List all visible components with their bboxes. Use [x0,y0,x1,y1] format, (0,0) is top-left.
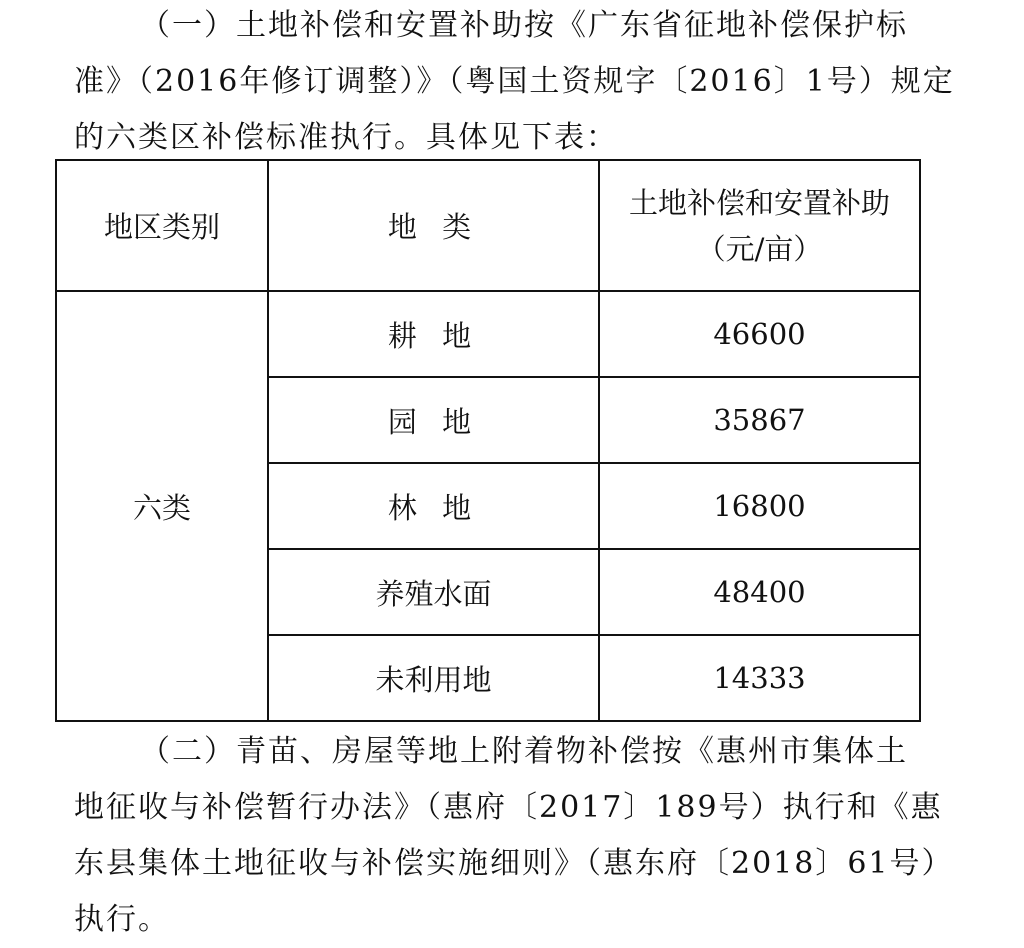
attachment-paragraph [74,724,954,948]
header-region-category: 地区类别 [56,160,268,291]
land-type-cell: 林 地 [268,463,599,549]
attachment-line-1: （二）青苗、房屋等地上附着物补偿按《惠州市集体土 [140,734,908,769]
intro-paragraph [74,0,955,166]
amount-cell: 46600 [599,291,920,377]
intro-line-2: 准》（2016年修订调整）》（粤国土资规字〔2016〕1号）规定 [74,64,955,99]
amount-cell: 48400 [599,549,920,635]
amount-cell: 16800 [599,463,920,549]
attachment-line-2: 地征收与补偿暂行办法》（惠府〔2017〕189号）执行和《惠 [74,790,943,825]
table-header-row [56,160,920,291]
header-compensation-unit: （元/亩） [696,231,823,266]
table-row [56,291,920,377]
intro-line-3: 的六类区补偿标准执行。具体见下表： [74,120,618,155]
amount-cell: 35867 [599,377,920,463]
land-type-cell: 园 地 [268,377,599,463]
intro-line-1: （一）土地补偿和安置补助按《广东省征地补偿保护标 [140,8,908,43]
header-compensation-title: 土地补偿和安置补助 [628,185,890,220]
land-type-cell: 未利用地 [268,635,599,721]
attachment-line-4: 执行。 [74,902,170,937]
land-type-cell: 养殖水面 [268,549,599,635]
attachment-line-3: 东县集体土地征收与补偿实施细则》（惠东府〔2018〕61号） [74,846,954,881]
land-type-cell: 耕 地 [268,291,599,377]
compensation-table [55,159,921,722]
region-cell: 六类 [56,291,268,721]
header-land-type: 地 类 [268,160,599,291]
header-compensation [599,160,920,291]
amount-cell: 14333 [599,635,920,721]
